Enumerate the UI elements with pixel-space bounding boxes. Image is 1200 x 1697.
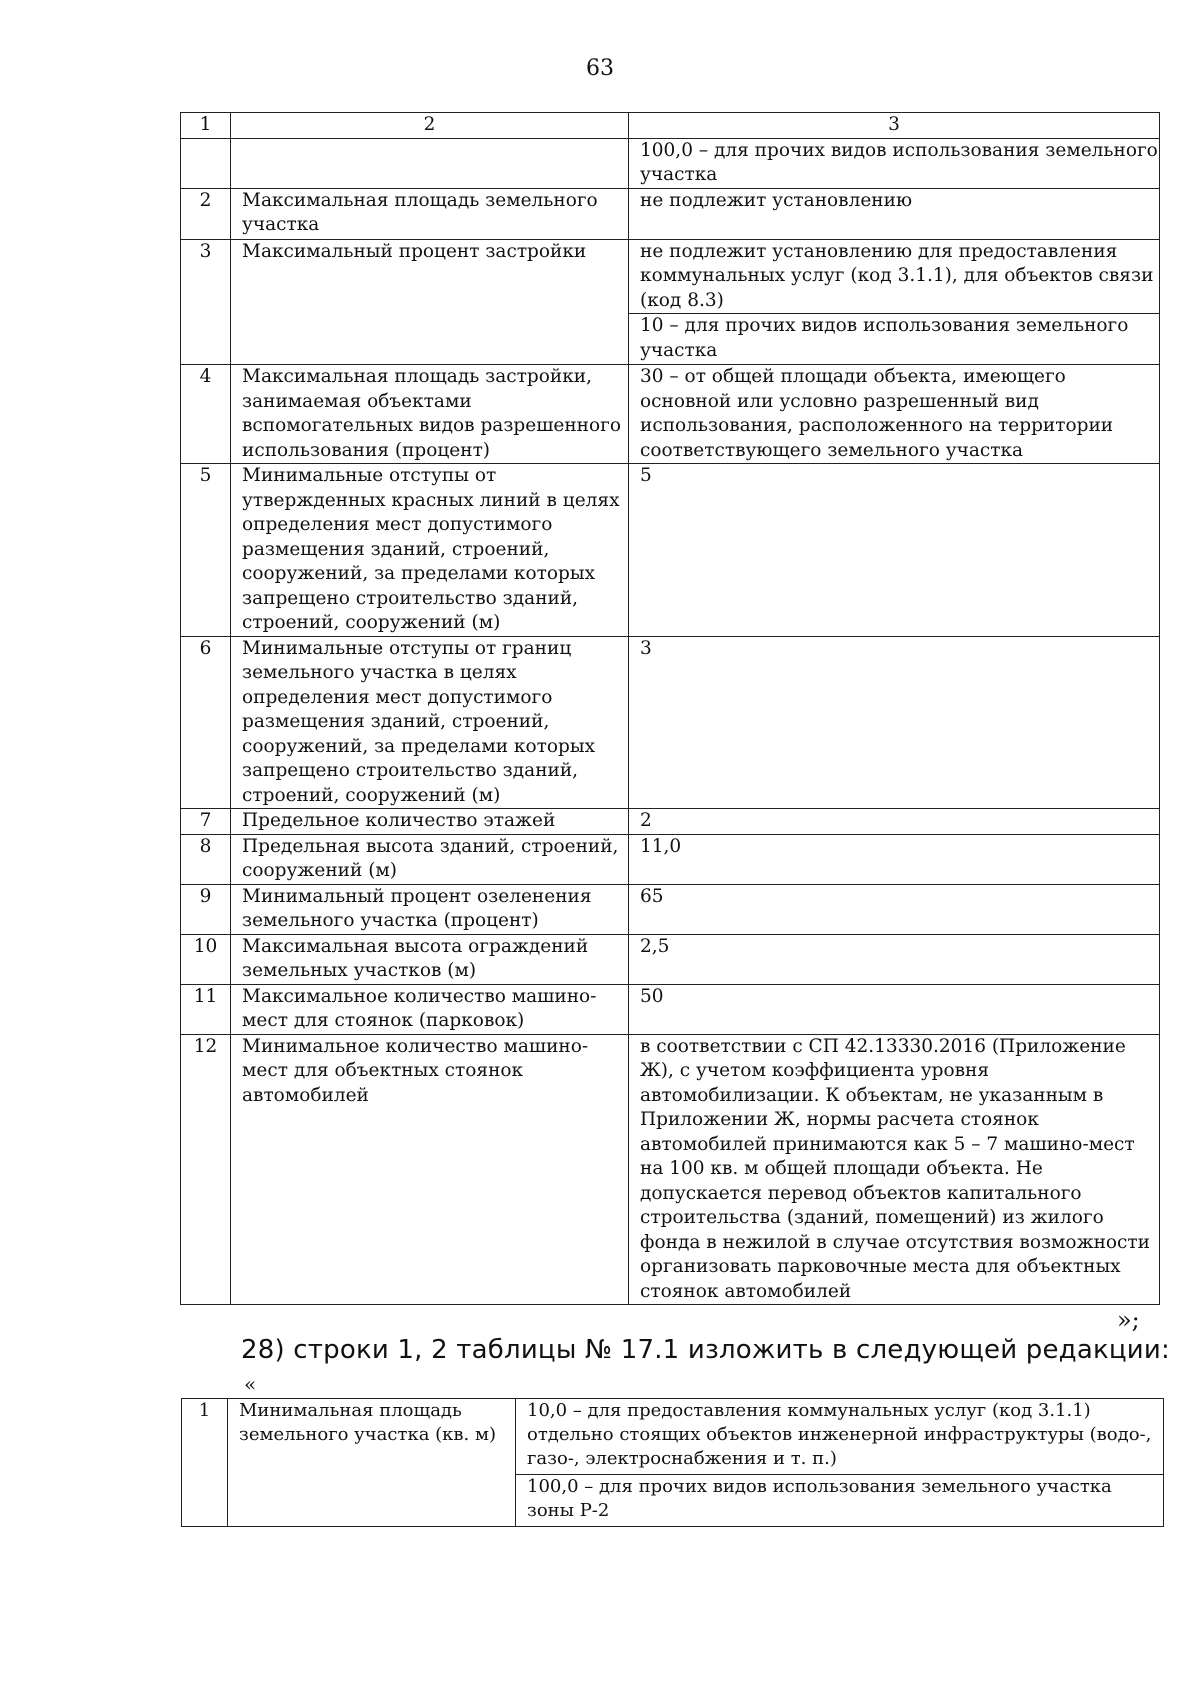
parameter-value: не подлежит установлению для предоставления коммунальных услуг (код 3.1.1), для объектов связи (код 8.3) bbox=[629, 239, 1160, 314]
table-row bbox=[181, 834, 1160, 884]
row-number: 1 bbox=[182, 1399, 228, 1527]
row-number: 11 bbox=[181, 984, 231, 1034]
parameter-name: Предельное количество этажей bbox=[231, 809, 629, 835]
row-number: 12 bbox=[181, 1034, 231, 1305]
parameter-name: Минимальные отступы от границ земельного участка в целях определения мест допустимого размещения зданий, строений, сооружений, за пределами которых запрещено строительство зданий, строений, сооружений (м) bbox=[231, 636, 629, 809]
parameter-value: 2,5 bbox=[629, 934, 1160, 984]
parameter-value: 100,0 – для прочих видов использования земельного участка зоны Р-2 bbox=[516, 1475, 1164, 1527]
parameter-value: в соответствии с СП 42.13330.2016 (Приложение Ж), с учетом коэффициента уровня автомобилизации. К объектам, не указанным в Приложении Ж, нормы расчета стоянок автомобилей принимаются как 5 – 7 машино-мест на 100 кв. м общей площади объекта. Не допускается перевод объектов капитального строительства (зданий, помещений) из жилого фонда в нежилой в случае отсутствия возможности организовать парковочные места для объектных стоянок автомобилей bbox=[629, 1034, 1160, 1305]
parameter-name: Минимальный процент озеленения земельного участка (процент) bbox=[231, 884, 629, 934]
opening-quote: « bbox=[244, 1372, 257, 1396]
parameter-name: Максимальный процент застройки bbox=[231, 239, 629, 365]
parameter-value: не подлежит установлению bbox=[629, 188, 1160, 239]
parameter-value: 50 bbox=[629, 984, 1160, 1034]
table-row bbox=[182, 1399, 1164, 1475]
table-row bbox=[181, 934, 1160, 984]
row-number: 9 bbox=[181, 884, 231, 934]
table-row bbox=[181, 1034, 1160, 1305]
column-header: 3 bbox=[629, 113, 1160, 139]
parameter-value: 3 bbox=[629, 636, 1160, 809]
table-row bbox=[181, 464, 1160, 637]
parameter-name: Минимальное количество машино-мест для объектных стоянок автомобилей bbox=[231, 1034, 629, 1305]
parameter-value: 10,0 – для предоставления коммунальных услуг (код 3.1.1) отдельно стоящих объектов инженерной инфраструктуры (водо-, газо-, электроснабжения и т. п.) bbox=[516, 1399, 1164, 1475]
parameter-value: 2 bbox=[629, 809, 1160, 835]
table-row bbox=[181, 884, 1160, 934]
closing-quote: »; bbox=[1117, 1306, 1140, 1334]
parameter-name: Предельная высота зданий, строений, сооружений (м) bbox=[231, 834, 629, 884]
table-row bbox=[181, 984, 1160, 1034]
parameter-value: 11,0 bbox=[629, 834, 1160, 884]
table-17-1-amendment bbox=[181, 1398, 1164, 1527]
row-number: 6 bbox=[181, 636, 231, 809]
row-number: 8 bbox=[181, 834, 231, 884]
parameter-name: Минимальные отступы от утвержденных красных линий в целях определения мест допустимого размещения зданий, строений, сооружений, за пределами которых запрещено строительство зданий, строений, сооружений (м) bbox=[231, 464, 629, 637]
parameter-value: 5 bbox=[629, 464, 1160, 637]
column-header: 2 bbox=[231, 113, 629, 139]
page-number: 63 bbox=[586, 56, 614, 81]
table-row bbox=[181, 636, 1160, 809]
parameter-value: 10 – для прочих видов использования земельного участка bbox=[629, 314, 1160, 365]
table-row bbox=[181, 365, 1160, 464]
table-row bbox=[181, 809, 1160, 835]
parameter-value: 65 bbox=[629, 884, 1160, 934]
column-header: 1 bbox=[181, 113, 231, 139]
table-row bbox=[181, 239, 1160, 314]
parameter-name: Максимальная площадь земельного участка bbox=[231, 188, 629, 239]
parameter-value: 100,0 – для прочих видов использования земельного участка bbox=[629, 138, 1160, 188]
row-number bbox=[181, 138, 231, 188]
parameter-name: Максимальная площадь застройки, занимаемая объектами вспомогательных видов разрешенного использования (процент) bbox=[231, 365, 629, 464]
zoning-parameters-table bbox=[180, 112, 1160, 1305]
row-number: 5 bbox=[181, 464, 231, 637]
row-number: 10 bbox=[181, 934, 231, 984]
row-number: 3 bbox=[181, 239, 231, 365]
row-number: 7 bbox=[181, 809, 231, 835]
parameter-name: Максимальная высота ограждений земельных участков (м) bbox=[231, 934, 629, 984]
parameter-name bbox=[231, 138, 629, 188]
row-number: 4 bbox=[181, 365, 231, 464]
parameter-name: Минимальная площадь земельного участка (кв. м) bbox=[228, 1399, 516, 1527]
parameter-name: Максимальное количество машино-мест для стоянок (парковок) bbox=[231, 984, 629, 1034]
parameter-value: 30 – от общей площади объекта, имеющего основной или условно разрешенный вид использования, расположенного на территории соответствующего земельного участка bbox=[629, 365, 1160, 464]
table-row bbox=[181, 138, 1160, 188]
amendment-instruction: 28) строки 1, 2 таблицы № 17.1 изложить в следующей редакции: bbox=[241, 1335, 1170, 1365]
table-header-row bbox=[181, 113, 1160, 139]
row-number: 2 bbox=[181, 188, 231, 239]
table-row bbox=[181, 188, 1160, 239]
